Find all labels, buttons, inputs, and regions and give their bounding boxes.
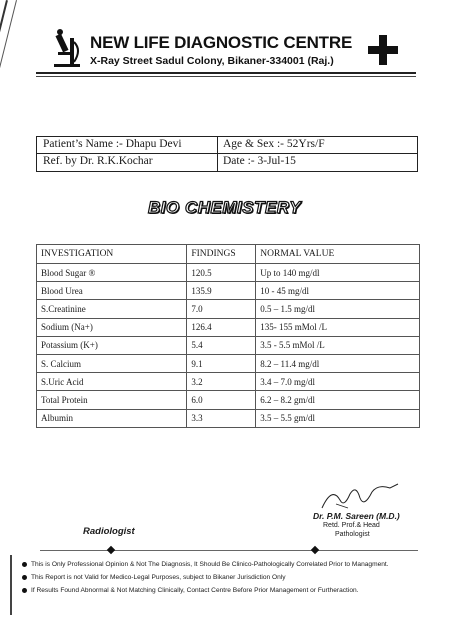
finding-cell: 9.1 bbox=[187, 354, 256, 372]
investigation-cell: S. Calcium bbox=[37, 354, 187, 372]
investigation-cell: S.Uric Acid bbox=[37, 373, 187, 391]
normal-value-cell: 3.5 - 5.5 mMol /L bbox=[256, 336, 420, 354]
table-row bbox=[37, 373, 420, 391]
table-row bbox=[37, 318, 420, 336]
microscope-icon bbox=[50, 28, 84, 68]
normal-value-cell: 6.2 – 8.2 gm/dl bbox=[256, 391, 420, 409]
diamond-ornament bbox=[107, 546, 115, 554]
finding-cell: 120.5 bbox=[187, 264, 256, 282]
column-header: NORMAL VALUE bbox=[256, 245, 420, 264]
handwritten-signature bbox=[318, 482, 400, 512]
pathologist-role: Pathologist bbox=[335, 531, 370, 538]
normal-value-cell: 135- 155 mMol /L bbox=[256, 318, 420, 336]
footer-note: If Results Found Abnormal & Not Matching Clinically, Contact Centre Before Prior Management or Furtheraction. bbox=[22, 587, 359, 594]
footer-divider bbox=[40, 550, 418, 551]
referring-doctor: Ref. by Dr. R.K.Kochar bbox=[43, 155, 153, 167]
table-row bbox=[37, 300, 420, 318]
table-header-row bbox=[37, 245, 420, 264]
patient-name: Patient’s Name :- Dhapu Devi bbox=[43, 138, 182, 150]
patient-age-sex: Age & Sex :- 52Yrs/F bbox=[223, 138, 325, 150]
table-row bbox=[37, 282, 420, 300]
section-title: BIO CHEMISTERY bbox=[148, 198, 302, 217]
normal-value-cell: 10 - 45 mg/dl bbox=[256, 282, 420, 300]
normal-value-cell: Up to 140 mg/dl bbox=[256, 264, 420, 282]
investigation-cell: Potassium (K+) bbox=[37, 336, 187, 354]
column-header: INVESTIGATION bbox=[37, 245, 187, 264]
footer-note: This is Only Professional Opinion & Not The Diagnosis, It Should Be Clinico-Pathologically Correlated Prior to Managment. bbox=[22, 561, 389, 568]
investigation-cell: Sodium (Na+) bbox=[37, 318, 187, 336]
header-divider bbox=[36, 76, 416, 77]
finding-cell: 3.3 bbox=[187, 409, 256, 427]
investigation-cell: Albumin bbox=[37, 409, 187, 427]
org-name: NEW LIFE DIAGNOSTIC CENTRE bbox=[90, 33, 353, 52]
results-table bbox=[36, 244, 420, 428]
margin-line bbox=[10, 555, 12, 615]
pathologist-title: Retd. Prof.& Head bbox=[323, 522, 380, 529]
normal-value-cell: 8.2 – 11.4 mg/dl bbox=[256, 354, 420, 372]
finding-cell: 6.0 bbox=[187, 391, 256, 409]
column-header: FINDINGS bbox=[187, 245, 256, 264]
diamond-ornament bbox=[311, 546, 319, 554]
report-date: Date :- 3-Jul-15 bbox=[223, 155, 296, 167]
footer-note: This Report is not Valid for Medico-Legal Purposes, subject to Bikaner Jurisdiction Only bbox=[22, 574, 286, 581]
finding-cell: 7.0 bbox=[187, 300, 256, 318]
normal-value-cell: 0.5 – 1.5 mg/dl bbox=[256, 300, 420, 318]
investigation-cell: Total Protein bbox=[37, 391, 187, 409]
radiologist-signature-label: Radiologist bbox=[83, 526, 135, 537]
finding-cell: 5.4 bbox=[187, 336, 256, 354]
table-row bbox=[37, 336, 420, 354]
org-address: X-Ray Street Sadul Colony, Bikaner-334001 (Raj.) bbox=[90, 55, 334, 67]
investigation-cell: Blood Urea bbox=[37, 282, 187, 300]
finding-cell: 126.4 bbox=[187, 318, 256, 336]
table-row bbox=[37, 409, 420, 427]
plus-cross-icon bbox=[368, 35, 398, 65]
pathologist-name: Dr. P.M. Sareen (M.D.) bbox=[313, 511, 400, 521]
header-divider bbox=[36, 72, 416, 74]
table-row bbox=[37, 264, 420, 282]
patient-info-box bbox=[36, 136, 418, 172]
table-row bbox=[37, 354, 420, 372]
investigation-cell: Blood Sugar ® bbox=[37, 264, 187, 282]
normal-value-cell: 3.5 – 5.5 gm/dl bbox=[256, 409, 420, 427]
finding-cell: 3.2 bbox=[187, 373, 256, 391]
investigation-cell: S.Creatinine bbox=[37, 300, 187, 318]
table-row bbox=[37, 391, 420, 409]
normal-value-cell: 3.4 – 7.0 mg/dl bbox=[256, 373, 420, 391]
finding-cell: 135.9 bbox=[187, 282, 256, 300]
